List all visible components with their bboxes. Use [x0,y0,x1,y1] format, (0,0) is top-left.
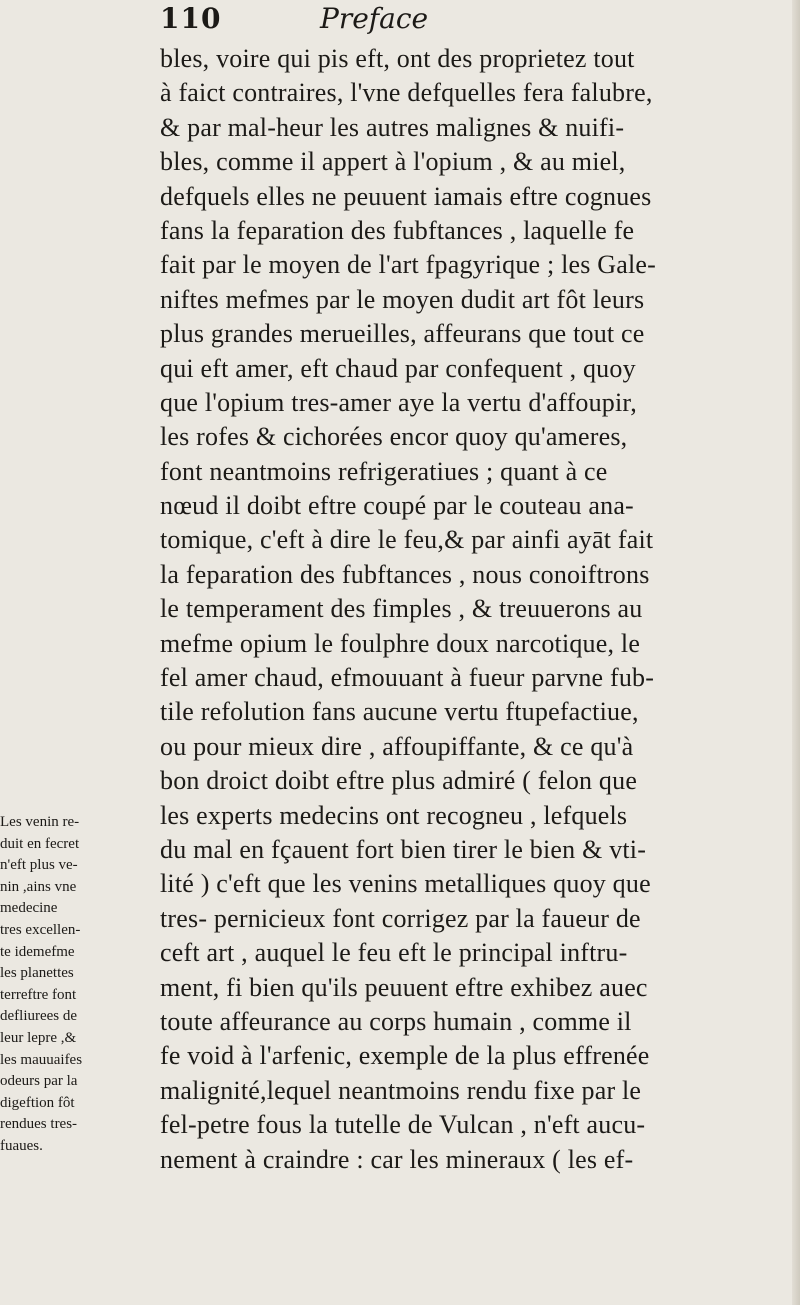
text-line: defquels elles ne peuuent iamais eftre cognues [160,181,652,211]
marginal-note-line: nin ,ains vne [0,878,77,895]
marginal-note-line: te idemefme [0,943,75,960]
marginal-note-line: les mauuaifes [0,1051,83,1068]
text-line: à faict contraires, l'vne defquelles fera falubre, [160,78,653,108]
text-line: fel-petre fous la tutelle de Vulcan , n'eft aucu- [160,1110,646,1140]
text-line: nœud il doibt eftre coupé par le couteau ana- [160,491,634,521]
text-line: les rofes & cichorées encor quoy qu'ameres, [160,422,628,452]
marginal-note-line: odeurs par la [0,1073,78,1090]
text-line: lité ) c'eft que les venins metalliques quoy que [160,869,651,899]
text-line: plus grandes merueilles, affeurans que tout ce [160,319,645,349]
text-line: du mal en fçauent fort bien tirer le bien & vti- [160,834,647,864]
text-line: bles, voire qui pis eft, ont des proprietez tout [160,44,635,73]
marginal-note-line: leur lepre ,& [0,1029,77,1046]
text-line: ou pour mieux dire , affoupiffante, & ce qu'à [160,731,634,761]
marginal-note-line: medecine [0,900,58,917]
marginal-note-line: les planettes [0,965,74,982]
text-line: font neantmoins refrigeratiues ; quant à ce [160,456,608,486]
text-line: nement à craindre : car les mineraux ( les ef- [160,1144,634,1174]
text-line: ceft art , auquel le feu eft le principal inftru- [160,938,628,968]
text-line: tile refolution fans aucune vertu ftupefactiue, [160,697,639,727]
marginal-note-line: fuaues. [0,1137,43,1154]
text-line: niftes mefmes par le moyen dudit art fôt leurs [160,284,645,314]
text-line: malignité,lequel neantmoins rendu fixe par le [160,1075,642,1105]
marginal-note-line: Les venin re- [0,814,80,830]
running-title: Preface [320,2,429,35]
text-line: le temperament des fimples , & treuuerons au [160,594,643,624]
text-line: mefme opium le foulphre doux narcotique, le [160,628,641,658]
text-line: les experts medecins ont recogneu , lefquels [160,800,628,830]
marginal-note-line: tres excellen- [0,921,81,938]
marginal-note-line: digeftion fôt [0,1094,75,1111]
text-line: fel amer chaud, efmouuant à fueur parvne fub- [160,663,655,693]
text-line: tres- pernicieux font corrigez par la faueur de [160,903,641,933]
marginal-note-line: rendues tres- [0,1116,78,1133]
text-line: ment, fi bien qu'ils peuuent eftre exhibez auec [160,972,648,1002]
running-header [160,2,680,42]
text-line: fe void à l'arfenic, exemple de la plus effrenée [160,1041,650,1071]
marginal-note-line: n'eft plus ve- [0,857,78,874]
marginal-note-line: terreftre font [0,986,77,1003]
text-line: & par mal-heur les autres malignes & nuifi- [160,112,625,142]
page-edge [792,0,800,1305]
page-number: 110 [160,2,222,35]
text-line: bon droict doibt eftre plus admiré ( felon que [160,766,638,796]
body-text [160,42,800,1177]
text-line: que l'opium tres-amer aye la vertu d'affoupir, [160,387,637,417]
text-line: tomique, c'eft à dire le feu,& par ainfi ayāt fait [160,525,654,555]
marginal-note-line: defliurees de [0,1008,78,1025]
marginal-note-line: duit en fecret [0,835,80,852]
text-line: fans la feparation des fubftances , laquelle fe [160,215,635,245]
text-line: fait par le moyen de l'art fpagyrique ; les Gale- [160,250,657,280]
text-line: la feparation des fubftances , nous conoiftrons [160,559,650,589]
text-line: qui eft amer, eft chaud par confequent , quoy [160,353,636,383]
text-line: toute affeurance au corps humain , comme il [160,1006,632,1036]
text-line: bles, comme il appert à l'opium , & au miel, [160,147,626,177]
marginal-note [0,812,122,1158]
